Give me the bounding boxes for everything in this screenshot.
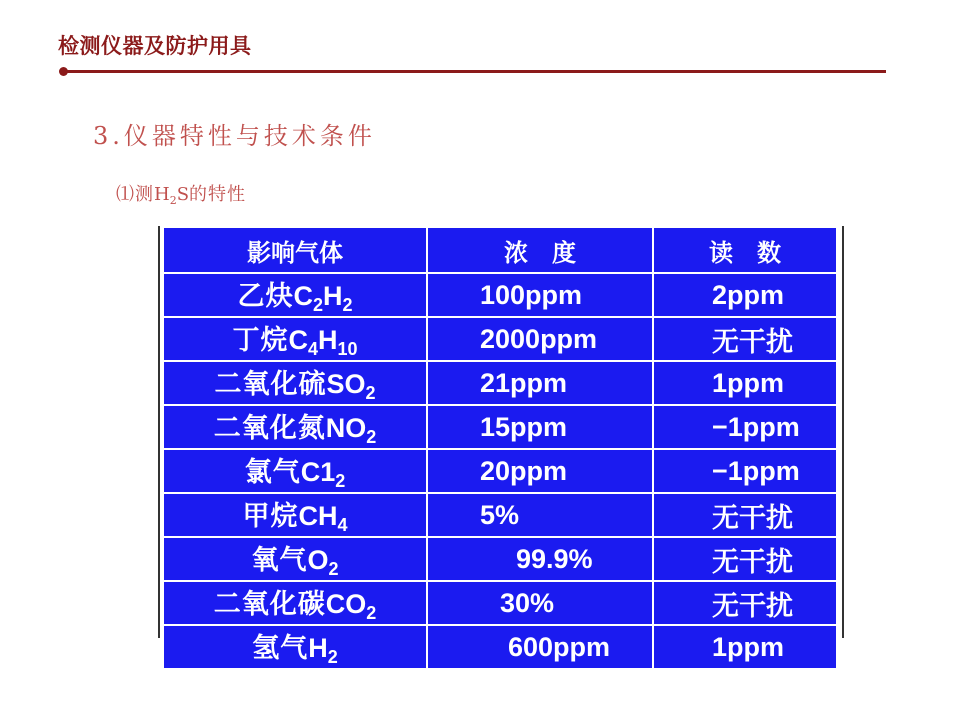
reading-cell: −1ppm	[653, 449, 837, 493]
concentration-cell: 99.9%	[427, 537, 653, 581]
table-header-row	[163, 227, 837, 273]
slide-header-title: 检测仪器及防护用具	[58, 34, 252, 58]
gas-cell: 丁烷$C_4H_{10}$	[163, 317, 427, 361]
gas-table-frame	[158, 226, 844, 667]
table-row	[163, 405, 837, 449]
reading-cell: 1ppm	[653, 625, 837, 669]
section-title: 3.仪器特性与技术条件	[93, 122, 376, 150]
concentration-cell: 600ppm	[427, 625, 653, 669]
concentration-cell: 15ppm	[427, 405, 653, 449]
column-header-gas: 影响气体	[163, 227, 427, 273]
column-header-reading: 读 数	[653, 227, 837, 273]
table-row	[163, 361, 837, 405]
concentration-cell: 5%	[427, 493, 653, 537]
gas-cell: 甲烷$CH_4$	[163, 493, 427, 537]
reading-cell: 无干扰	[653, 537, 837, 581]
gas-interference-table	[162, 226, 838, 670]
reading-cell: 无干扰	[653, 317, 837, 361]
concentration-cell: 2000ppm	[427, 317, 653, 361]
subtitle-suffix: 的特性	[189, 184, 247, 205]
reading-cell: 无干扰	[653, 493, 837, 537]
gas-cell: 氢气$H_2$	[163, 625, 427, 669]
table-row	[163, 537, 837, 581]
gas-cell: 二氧化碳$CO_2$	[163, 581, 427, 625]
reading-cell: 2ppm	[653, 273, 837, 317]
table-row	[163, 273, 837, 317]
table-row	[163, 317, 837, 361]
reading-cell: −1ppm	[653, 405, 837, 449]
gas-cell: 二氧化硫$SO_2$	[163, 361, 427, 405]
subtitle-prefix: ⑴测	[116, 184, 154, 205]
subtitle-formula: $H_2S$	[154, 184, 190, 207]
table-row	[163, 449, 837, 493]
concentration-cell: 21ppm	[427, 361, 653, 405]
table-row	[163, 581, 837, 625]
gas-cell: 氯气$C1_2$	[163, 449, 427, 493]
column-header-concentration: 浓 度	[427, 227, 653, 273]
header-divider	[64, 70, 886, 73]
concentration-cell: 20ppm	[427, 449, 653, 493]
table-row	[163, 493, 837, 537]
concentration-cell: 100ppm	[427, 273, 653, 317]
reading-cell: 1ppm	[653, 361, 837, 405]
subsection-title	[116, 180, 246, 207]
gas-cell: 乙炔$C_2H_2$	[163, 273, 427, 317]
table-row	[163, 625, 837, 669]
reading-cell: 无干扰	[653, 581, 837, 625]
gas-cell: 二氧化氮$NO_2$	[163, 405, 427, 449]
concentration-cell: 30%	[427, 581, 653, 625]
gas-cell: 氧气$O_2$	[163, 537, 427, 581]
